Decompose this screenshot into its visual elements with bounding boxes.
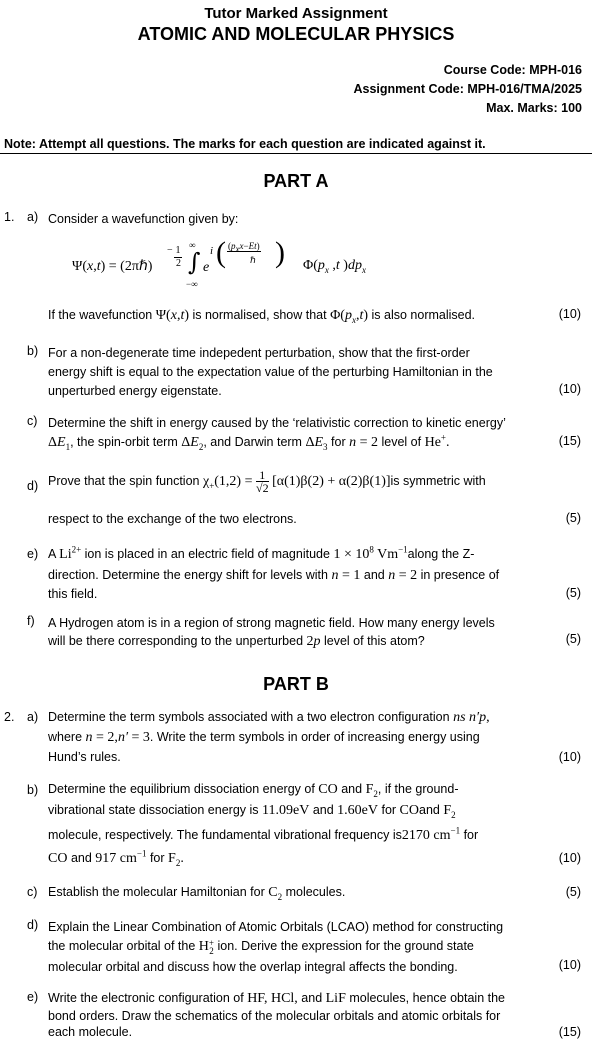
part-b-title: PART B (263, 674, 329, 694)
q1c-line1: Determine the shift in energy caused by the ‘relativistic correction to kinetic energy’ (48, 416, 506, 430)
course-title: ATOMIC AND MOLECULAR PHYSICS (137, 24, 455, 44)
q1f-label: f) (27, 614, 35, 628)
q1e-marks: (5) (565, 586, 581, 600)
course-code: Course Code: MPH-016 (443, 63, 582, 77)
q1a-label: a) (27, 210, 39, 224)
q2d-line2: the molecular orbital of the H+ 2 ion. Derive the expression for the ground state (48, 937, 474, 956)
q1e-line2: direction. Determine the energy shift for levels with n = 1 and n = 2 in presence of (48, 568, 500, 583)
q2e-line1: Write the electronic configuration of HF, HCl, and LiF molecules, hence obtain the (48, 991, 506, 1006)
q2d-line3: molecular orbital and discuss how the overlap integral affects the bonding. (48, 960, 458, 974)
q1a-intro: Consider a wavefunction given by: (48, 212, 239, 226)
q2c-marks: (5) (565, 885, 581, 899)
q2b-line4: CO and 917 $cm^{-1}$ for $F_2$. (48, 848, 184, 868)
max-marks: Max. Marks: 100 (486, 101, 582, 115)
part-a-title: PART A (263, 171, 329, 191)
question-1-number: 1. (4, 210, 15, 224)
q2c-line: Establish the molecular Hamiltonian for $C_2$ molecules. (48, 885, 346, 902)
q1c-line2: $\Delta E_1$, the spin-orbit term $\Delta E_2$, and Darwin term $\Delta E_3$ for n = 2 level of He+. (48, 432, 450, 452)
wavefunction-equation: Ψ(x,t) = (2πℏ) 1 − 2 ∞ ∫ −∞ e i ( $(p_xx-Et)$ ℏ ) $\Phi(p_x$ ,t )$dp_x$ (72, 236, 366, 289)
q1c-label: c) (27, 414, 38, 428)
q1d-line2: respect to the exchange of the two electrons. (48, 512, 297, 526)
q1b-label: b) (27, 344, 39, 358)
q2a-marks: (10) (558, 750, 581, 764)
note: Note: Attempt all questions. The marks for each question are indicated against it. (4, 137, 486, 151)
question-2-number: 2. (4, 710, 15, 724)
tma-title: Tutor Marked Assignment (204, 5, 388, 22)
q2e-label: e) (27, 990, 39, 1004)
q1e-label: e) (27, 547, 39, 561)
q1e-line3: this field. (48, 587, 98, 601)
q2e-line2: bond orders. Draw the schematics of the molecular orbitals and atomic orbitals for (48, 1009, 501, 1023)
q1c-marks: (15) (558, 434, 581, 448)
q2b-label: b) (27, 783, 39, 797)
q1a-marks: (10) (558, 307, 581, 321)
q2a-line2: where n = 2,n′ = 3. Write the term symbols in order of increasing energy using (48, 730, 480, 745)
q1f-line2: will be there corresponding to the unperturbed 2p level of this atom? (48, 634, 425, 649)
q2b-marks: (10) (558, 851, 581, 865)
assignment-code: Assignment Code: MPH-016/TMA/2025 (353, 82, 582, 96)
q2a-label: a) (27, 710, 39, 724)
q1b-line3: unperturbed energy eigenstate. (48, 384, 222, 398)
q1f-marks: (5) (565, 632, 581, 646)
q1a-body: If the wavefunction Ψ(x,t) is normalised, show that $\Phi(p_x,t)$ is also normalised. (48, 308, 476, 325)
q2a-line3: Hund’s rules. (48, 750, 121, 764)
q2d-line1: Explain the Linear Combination of Atomic Orbitals (LCAO) method for constructing (48, 920, 504, 934)
q1f-line1: A Hydrogen atom is in a region of strong magnetic field. How many energy levels (48, 616, 495, 630)
q2b-line1: Determine the equilibrium dissociation energy of CO and $F_2$, if the ground- (48, 782, 459, 799)
q2a-line1: Determine the term symbols associated with a two electron configuration ns n′p, (48, 710, 490, 725)
q2e-line3: each molecule. (48, 1025, 133, 1039)
q1b-line1: For a non-degenerate time indepedent perturbation, show that the first-order (48, 346, 470, 360)
q1b-line2: energy shift is equal to the expectation value of the perturbing Hamiltonian in the (48, 365, 493, 379)
q1d-label: d) (27, 479, 39, 493)
q1d-line1: Prove that the spin function $\chi_+(1,2)$ = $\frac{1}{√2}$ [α(1)β(2) + α(2)β(1)]is symmetric with (48, 468, 486, 496)
q2c-label: c) (27, 885, 38, 899)
q2d-marks: (10) (558, 958, 581, 972)
q1b-marks: (10) (558, 382, 581, 396)
q2d-label: d) (27, 918, 39, 932)
q1e-line1: A $Li^{2+}$ ion is placed in an electric field of magnitude $1 \times 10^8$ $Vm^{-1}along$ the Z- (48, 544, 475, 562)
q2b-line3: molecule, respectively. The fundamental vibrational frequency is2170 $cm^{-1}$ for (48, 825, 479, 843)
q2b-line2: vibrational state dissociation energy is 11.09eV and 1.60eV for COand $F_2$ (48, 803, 456, 820)
note-divider (0, 153, 592, 154)
q1d-marks: (5) (565, 511, 581, 525)
q2e-marks: (15) (558, 1025, 581, 1039)
